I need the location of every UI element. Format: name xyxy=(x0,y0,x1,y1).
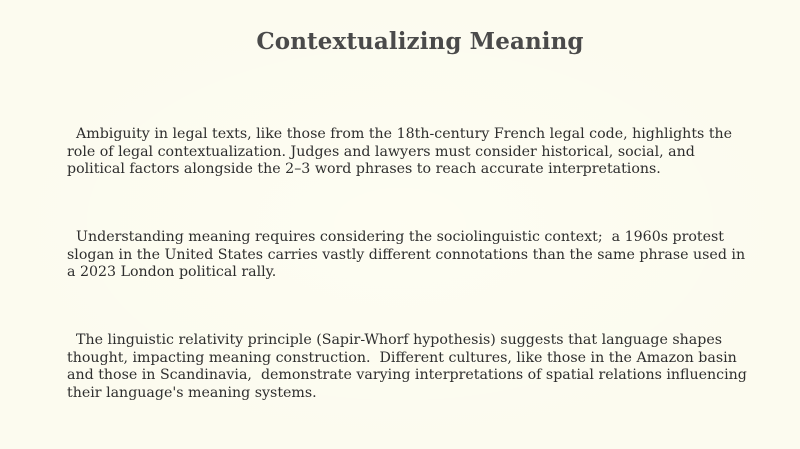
slide-title: Contextualizing Meaning xyxy=(256,28,584,55)
paragraph-legal-ambiguity: Ambiguity in legal texts, like those from the 18th-century French legal code, highlights the role of legal contextualization. Judges and lawyers must consider historical, social, and political factors alongside the 2–3 word phrases to reach accurate interpretations. xyxy=(67,126,737,178)
paragraph-linguistic-relativity: The linguistic relativity principle (Sapir-Whorf hypothesis) suggests that language shapes thought, impacting meaning construction. Different cultures, like those in the Amazon basin and those in Scandinavia, demonstrate varying interpretations of spatial relations influencing their language's meaning systems. xyxy=(67,332,752,401)
paragraph-sociolinguistic-context: Understanding meaning requires considering the sociolinguistic context; a 1960s protest slogan in the United States carries vastly different connotations than the same phrase used in a 2023 London political rally. xyxy=(67,229,750,281)
